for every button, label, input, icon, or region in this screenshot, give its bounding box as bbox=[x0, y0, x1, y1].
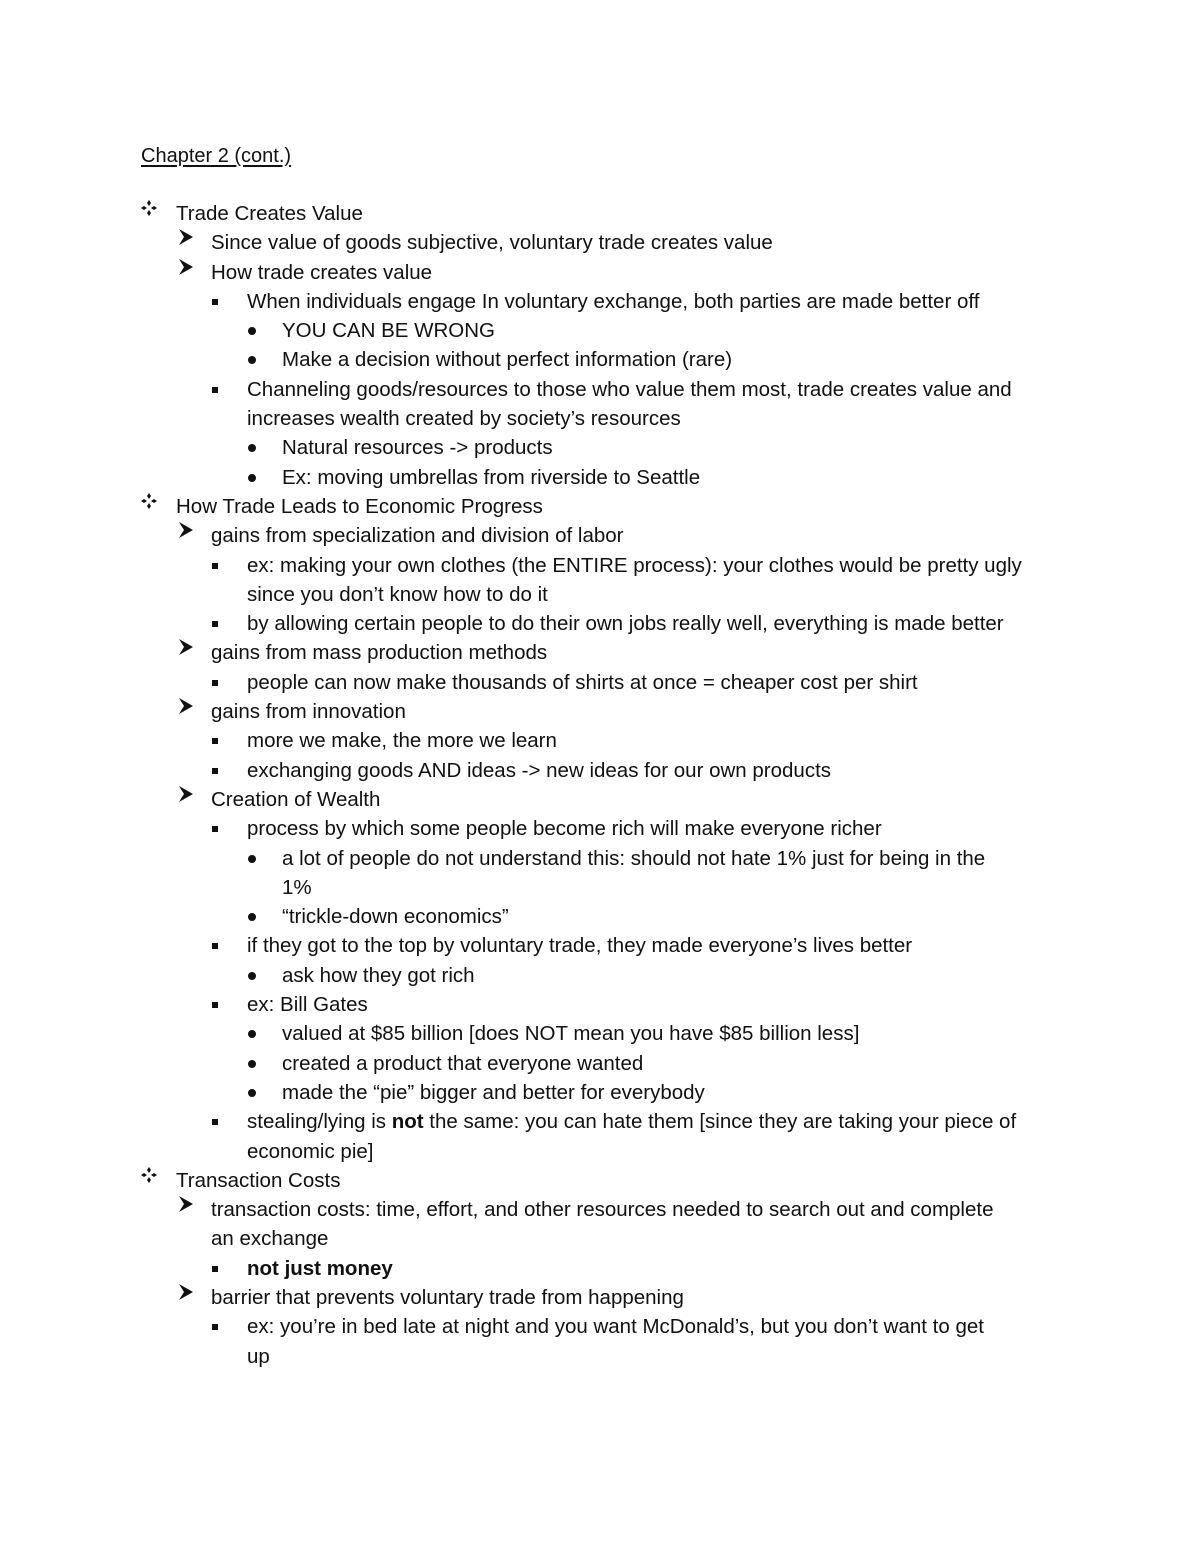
list-item: Ex: moving umbrellas from riverside to Seattle bbox=[0, 463, 1200, 492]
list-item: gains from innovation bbox=[0, 697, 1200, 726]
list-item: Make a decision without perfect information (rare) bbox=[0, 345, 1200, 374]
square-bullet-icon bbox=[212, 680, 218, 686]
arrow-bullet-icon bbox=[178, 638, 194, 656]
list-item: Natural resources -> products bbox=[0, 433, 1200, 462]
square-bullet-icon bbox=[212, 621, 218, 627]
section-heading bbox=[0, 492, 1200, 521]
list-item: exchanging goods AND ideas -> new ideas for our own products bbox=[0, 756, 1200, 785]
list-item: if they got to the top by voluntary trade, they made everyone’s lives better bbox=[0, 931, 1200, 960]
list-item: When individuals engage In voluntary exchange, both parties are made better off bbox=[0, 287, 1200, 316]
dot-bullet-icon bbox=[248, 1089, 256, 1097]
list-item: ex: you’re in bed late at night and you want McDonald’s, but you don’t want to get bbox=[0, 1312, 1200, 1341]
square-bullet-icon bbox=[212, 943, 218, 949]
dot-bullet-icon bbox=[248, 356, 256, 364]
list-item-continuation: increases wealth created by society’s resources bbox=[247, 407, 681, 431]
arrow-bullet-icon bbox=[178, 521, 194, 539]
heading-text: Trade Creates Value bbox=[176, 202, 363, 225]
list-item: Since value of goods subjective, voluntary trade creates value bbox=[0, 228, 1200, 257]
list-item: Creation of Wealth bbox=[0, 785, 1200, 814]
list-item: barrier that prevents voluntary trade from happening bbox=[0, 1283, 1200, 1312]
square-bullet-icon bbox=[212, 738, 218, 744]
square-bullet-icon bbox=[212, 1324, 218, 1330]
diamond-bullet-icon bbox=[140, 1166, 158, 1184]
list-item-continuation: economic pie] bbox=[247, 1139, 374, 1163]
list-item: transaction costs: time, effort, and other resources needed to search out and complete bbox=[0, 1195, 1200, 1224]
emphasis-text: not bbox=[391, 1110, 424, 1134]
square-bullet-icon bbox=[212, 299, 218, 305]
arrow-bullet-icon bbox=[178, 785, 194, 803]
list-item: more we make, the more we learn bbox=[0, 726, 1200, 755]
page-title: Chapter 2 (cont.) bbox=[141, 145, 292, 167]
dot-bullet-icon bbox=[248, 444, 256, 452]
dot-bullet-icon bbox=[248, 913, 256, 921]
heading-text: How Trade Leads to Economic Progress bbox=[176, 494, 543, 518]
arrow-bullet-icon bbox=[178, 258, 194, 276]
dot-bullet-icon bbox=[248, 474, 256, 482]
square-bullet-icon bbox=[212, 1266, 218, 1272]
list-item: made the “pie” bigger and better for everybody bbox=[0, 1078, 1200, 1107]
arrow-bullet-icon bbox=[178, 1283, 194, 1301]
diamond-bullet-icon bbox=[140, 199, 158, 217]
list-item: process by which some people become rich will make everyone richer bbox=[0, 814, 1200, 843]
list-item: by allowing certain people to do their own jobs really well, everything is made better bbox=[0, 609, 1200, 638]
list-item: gains from specialization and division of labor bbox=[0, 521, 1200, 550]
list-item-continuation: up bbox=[247, 1344, 270, 1368]
square-bullet-icon bbox=[212, 563, 218, 569]
list-item: ask how they got rich bbox=[0, 961, 1200, 990]
square-bullet-icon bbox=[212, 1119, 218, 1125]
diamond-bullet-icon bbox=[140, 492, 158, 510]
arrow-bullet-icon bbox=[178, 228, 194, 246]
list-item: gains from mass production methods bbox=[0, 638, 1200, 667]
dot-bullet-icon bbox=[248, 972, 256, 980]
list-item: How trade creates value bbox=[0, 258, 1200, 287]
arrow-bullet-icon bbox=[178, 697, 194, 715]
outline bbox=[0, 199, 1200, 1371]
square-bullet-icon bbox=[212, 1002, 218, 1008]
square-bullet-icon bbox=[212, 826, 218, 832]
list-item-continuation: since you don’t know how to do it bbox=[247, 582, 548, 606]
section-heading bbox=[0, 1166, 1200, 1195]
dot-bullet-icon bbox=[248, 1030, 256, 1038]
list-item: “trickle-down economics” bbox=[0, 902, 1200, 931]
square-bullet-icon bbox=[212, 387, 218, 393]
list-item: people can now make thousands of shirts at once = cheaper cost per shirt bbox=[0, 668, 1200, 697]
heading-text: Transaction Costs bbox=[176, 1168, 341, 1192]
list-item-continuation: an exchange bbox=[211, 1227, 329, 1251]
list-item: ex: making your own clothes (the ENTIRE process): your clothes would be pretty ugly bbox=[0, 551, 1200, 580]
list-item: Channeling goods/resources to those who value them most, trade creates value and bbox=[0, 375, 1200, 404]
list-item: YOU CAN BE WRONG bbox=[0, 316, 1200, 345]
arrow-bullet-icon bbox=[178, 1195, 194, 1213]
square-bullet-icon bbox=[212, 768, 218, 774]
list-item-continuation: 1% bbox=[282, 875, 312, 899]
list-item: not just money bbox=[0, 1254, 1200, 1283]
list-item: a lot of people do not understand this: should not hate 1% just for being in the bbox=[0, 844, 1200, 873]
list-item: valued at $85 billion [does NOT mean you have $85 billion less] bbox=[0, 1019, 1200, 1048]
dot-bullet-icon bbox=[248, 855, 256, 863]
list-item: stealing/lying is not the same: you can hate them [since they are taking your piece of bbox=[0, 1107, 1200, 1136]
section-heading bbox=[0, 199, 1200, 228]
list-item: created a product that everyone wanted bbox=[0, 1049, 1200, 1078]
list-item: ex: Bill Gates bbox=[0, 990, 1200, 1019]
dot-bullet-icon bbox=[248, 1060, 256, 1068]
dot-bullet-icon bbox=[248, 327, 256, 335]
